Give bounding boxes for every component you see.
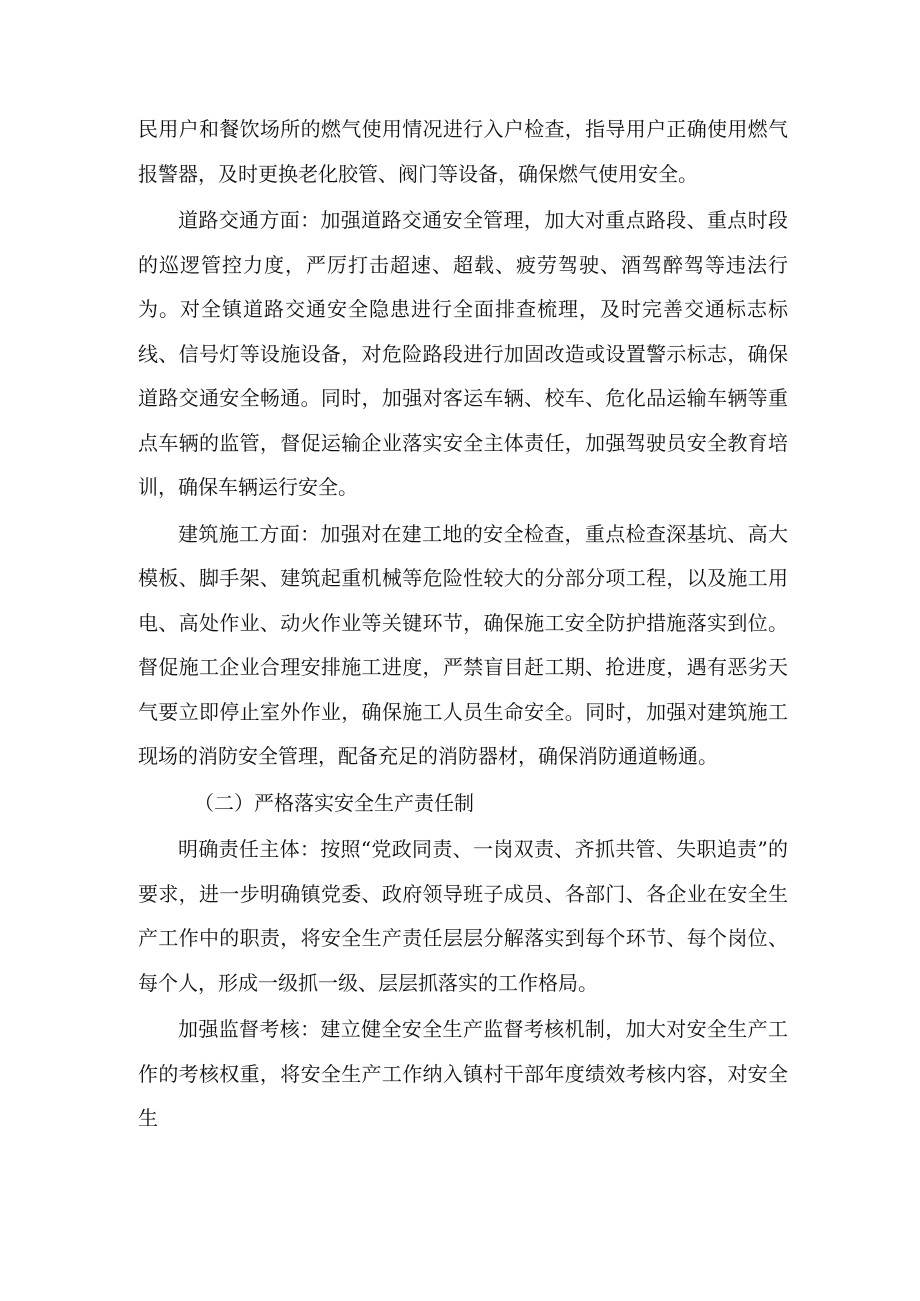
section-heading: （二）严格落实安全生产责任制 (194, 790, 474, 815)
paragraph-responsibility: 明确责任主体：按照“党政同责、一岗双责、齐抓共管、失职追责”的要求，进一步明确镇党委、政府领导班子成员、各部门、各企业在安全生产工作中的职责，将安全生产责任层层分解落实到每个环节、每个岗位、每个人，形成一级抓一级、层层抓落实的工作格局。 (138, 837, 788, 995)
paragraph-construction: 建筑施工方面：加强对在建工地的安全检查，重点检查深基坑、高大模板、脚手架、建筑起重机械等危险性较大的分部分项工程，以及施工用电、高处作业、动火作业等关键环节，确保施工安全防护措施落实到位。督促施工企业合理安排施工进度，严禁盲目赶工期、抢进度，遇有恶劣天气要立即停止室外作业，确保施工人员生命安全。同时，加强对建筑施工现场的消防安全管理，配备充足的消防器材，确保消防通道畅通。 (138, 521, 788, 768)
paragraph-road-traffic: 道路交通方面：加强道路交通安全管理，加大对重点路段、重点时段的巡逻管控力度，严厉打击超速、超载、疲劳驾驶、酒驾醉驾等违法行为。对全镇道路交通安全隐患进行全面排查梳理，及时完善交通标志标线、信号灯等设施设备，对危险路段进行加固改造或设置警示标志，确保道路交通安全畅通。同时，加强对客运车辆、校车、危化品运输车辆等重点车辆的监管，督促运输企业落实安全主体责任，加强驾驶员安全教育培训，确保车辆运行安全。 (138, 208, 788, 499)
paragraph-gas-continued: 民用户和餐饮场所的燃气使用情况进行入户检查，指导用户正确使用燃气报警器，及时更换老化胶管、阀门等设备，确保燃气使用安全。 (138, 117, 788, 186)
paragraph-supervision: 加强监督考核：建立健全安全生产监督考核机制，加大对安全生产工作的考核权重，将安全生产工作纳入镇村干部年度绩效考核内容，对安全生 (138, 1017, 788, 1130)
document-body (138, 107, 788, 1141)
